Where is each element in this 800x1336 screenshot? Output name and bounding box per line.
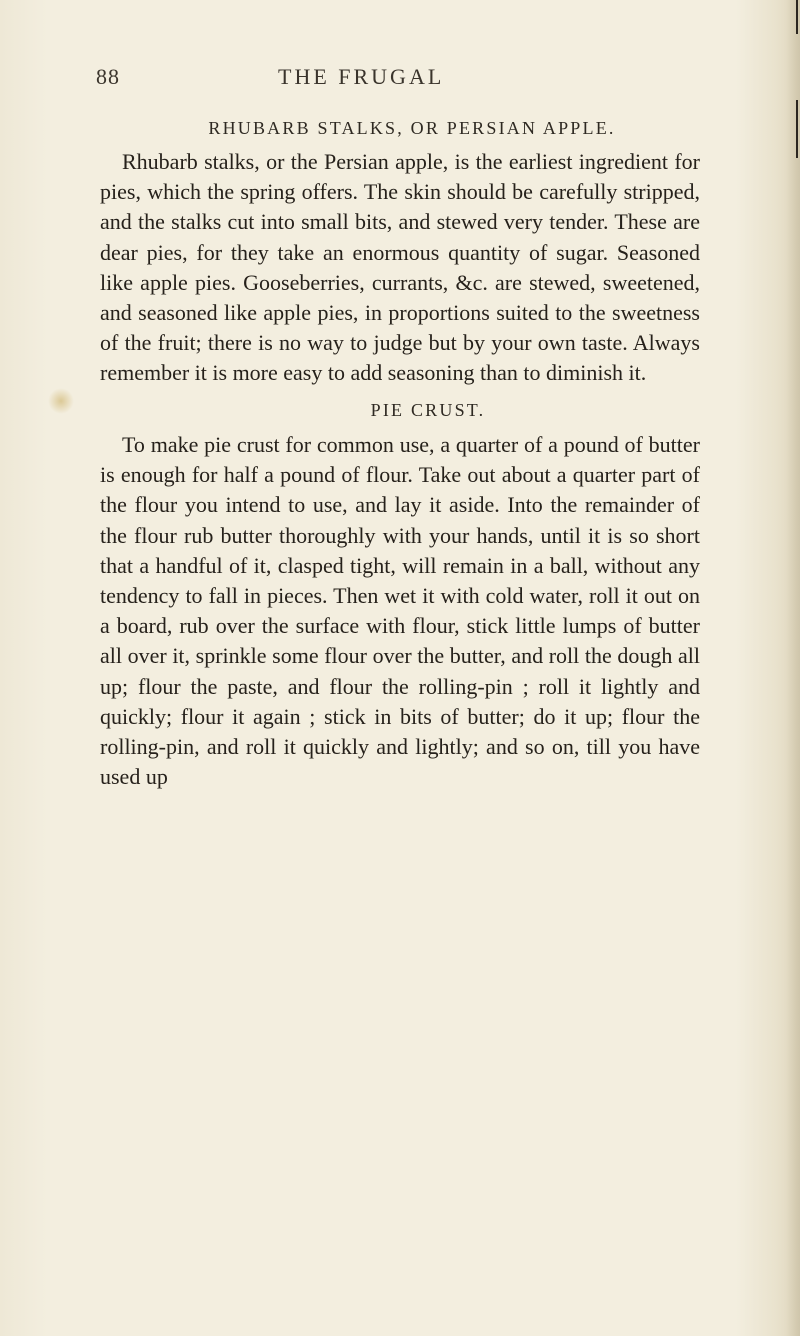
running-head-title: THE FRUGAL	[278, 64, 445, 89]
page-edge-shadow	[786, 0, 800, 1336]
page-number: 88	[96, 64, 120, 89]
paragraph-pie-crust	[100, 430, 700, 792]
section-heading-pie-crust: PIE CRUST.	[370, 400, 486, 420]
margin-mark	[796, 0, 798, 34]
paragraph-text: To make pie crust for common use, a quarter of a pound of butter is enough for half a pound of flour. Take out about a quarter part of the flour you intend to use, and lay it aside. Into the remainder of the flour rub butter thoroughly with your hands, until it is so short that a handful of it, clasped tight, will remain in a ball, without any tendency to fall in pieces. Then wet it with cold water, roll it out on a board, rub over the surface with flour, stick little lumps of butter all over it, sprinkle some flour over the butter, and roll the dough all up; flour the paste, and flour the rolling-pin ; roll it lightly and quickly; flour it again ; stick in bits of butter; do it up; flour the rolling-pin, and roll it quickly and lightly; and so on, till you have used up	[100, 432, 700, 790]
running-head	[96, 64, 696, 94]
paragraph-rhubarb	[100, 147, 700, 389]
section-heading-rhubarb: RHUBARB STALKS, OR PERSIAN APPLE.	[208, 118, 616, 138]
paragraph-text: Rhubarb stalks, or the Persian apple, is the earliest ingredient for pies, which the spring offers. The skin should be carefully stripped, and the stalks cut into small bits, and stewed very tender. These are dear pies, for they take an enormous quantity of sugar. Seasoned like apple pies. Gooseberries, currants, &c. are stewed, sweetened, and seasoned like apple pies, in proportions suited to the sweetness of the fruit; there is no way to judge but by your own taste. Always remember it is more easy to add seasoning than to diminish it.	[100, 149, 700, 386]
